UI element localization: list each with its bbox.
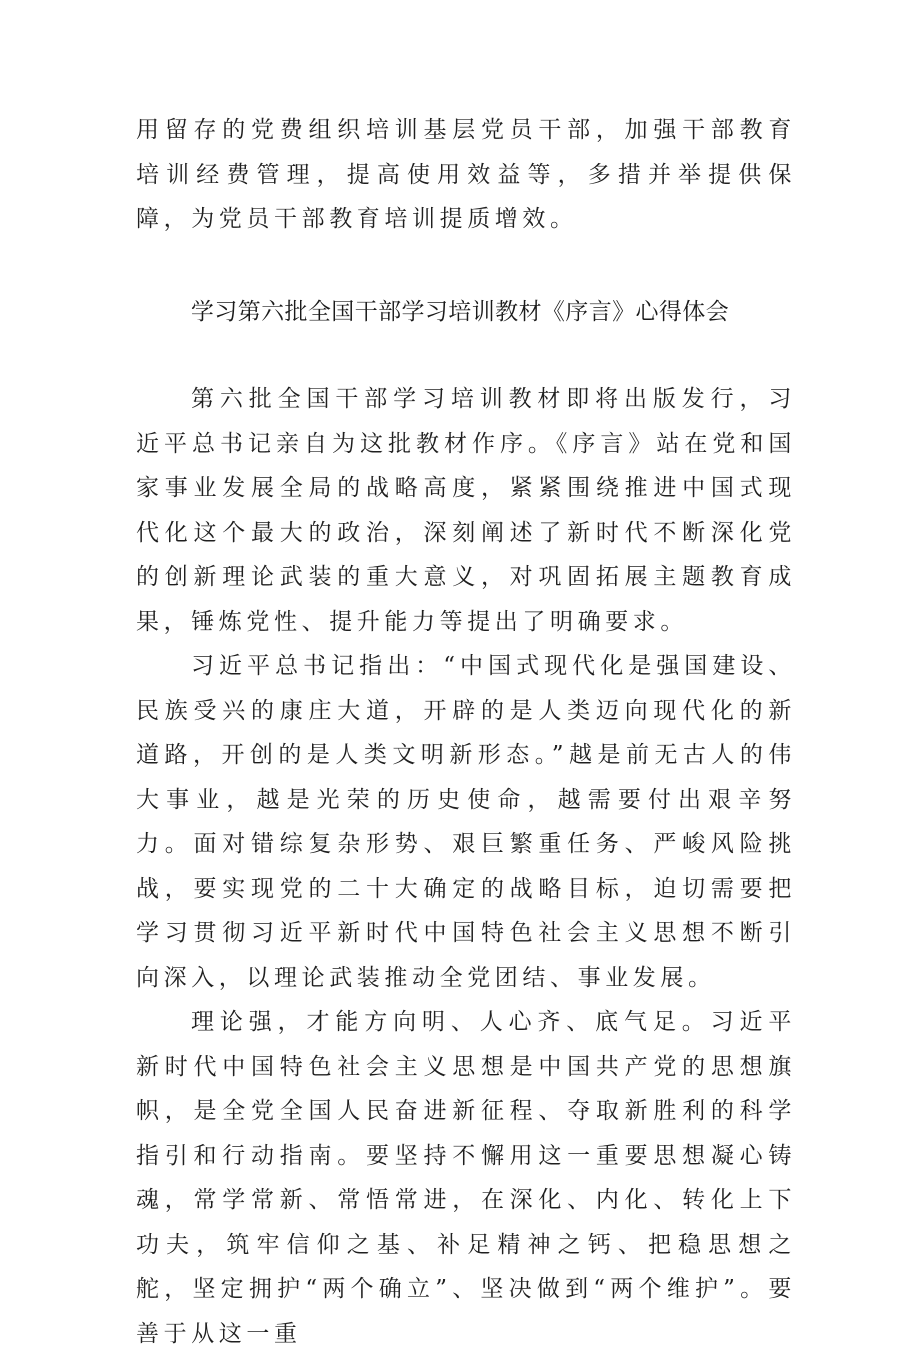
body-paragraph-1: 第六批全国干部学习培训教材即将出版发行，习近平总书记亲自为这批教材作序。《序言》站在党和国家事业发展全局的战略高度，紧紧围绕推进中国式现代化这个最大的政治，深刻阐述了新时代不断深化党的创新理论武装的重大意义，对巩固拓展主题教育成果，锤炼党性、提升能力等提出了明确要求。 xyxy=(136,386,796,635)
body-paragraph-3: 理论强，才能方向明、人心齐、底气足。习近平新时代中国特色社会主义思想是中国共产党的思想旗帜，是全党全国人民奋进新征程、夺取新胜利的科学指引和行动指南。要坚持不懈用这一重要思想凝心铸魂，常学常新、常悟常进，在深化、内化、转化上下功夫，筑牢信仰之基、补足精神之钙、把稳思想之舵，坚定拥护“两个确立”、坚决做到“两个维护”。要善于从这一重 xyxy=(136,1009,796,1347)
article-body xyxy=(136,377,796,1356)
continuation-paragraph: 用留存的党费组织培训基层党员干部，加强干部教育培训经费管理，提高使用效益等，多措并举提供保障，为党员干部教育培训提质增效。 xyxy=(136,117,796,232)
body-paragraph-2: 习近平总书记指出：“中国式现代化是强国建设、民族受兴的康庄大道，开辟的是人类迈向现代化的新道路，开创的是人类文明新形态。”越是前无古人的伟大事业，越是光荣的历史使命，越需要付出艰辛努力。面对错综复杂形势、艰巨繁重任务、严峻风险挑战，要实现党的二十大确定的战略目标，迫切需要把学习贯彻习近平新时代中国特色社会主义思想不断引向深入，以理论武装推动全党团结、事业发展。 xyxy=(136,653,796,991)
article-title: 学习第六批全国干部学习培训教材《序言》心得体会 xyxy=(190,299,730,325)
continuation-block xyxy=(136,108,796,242)
